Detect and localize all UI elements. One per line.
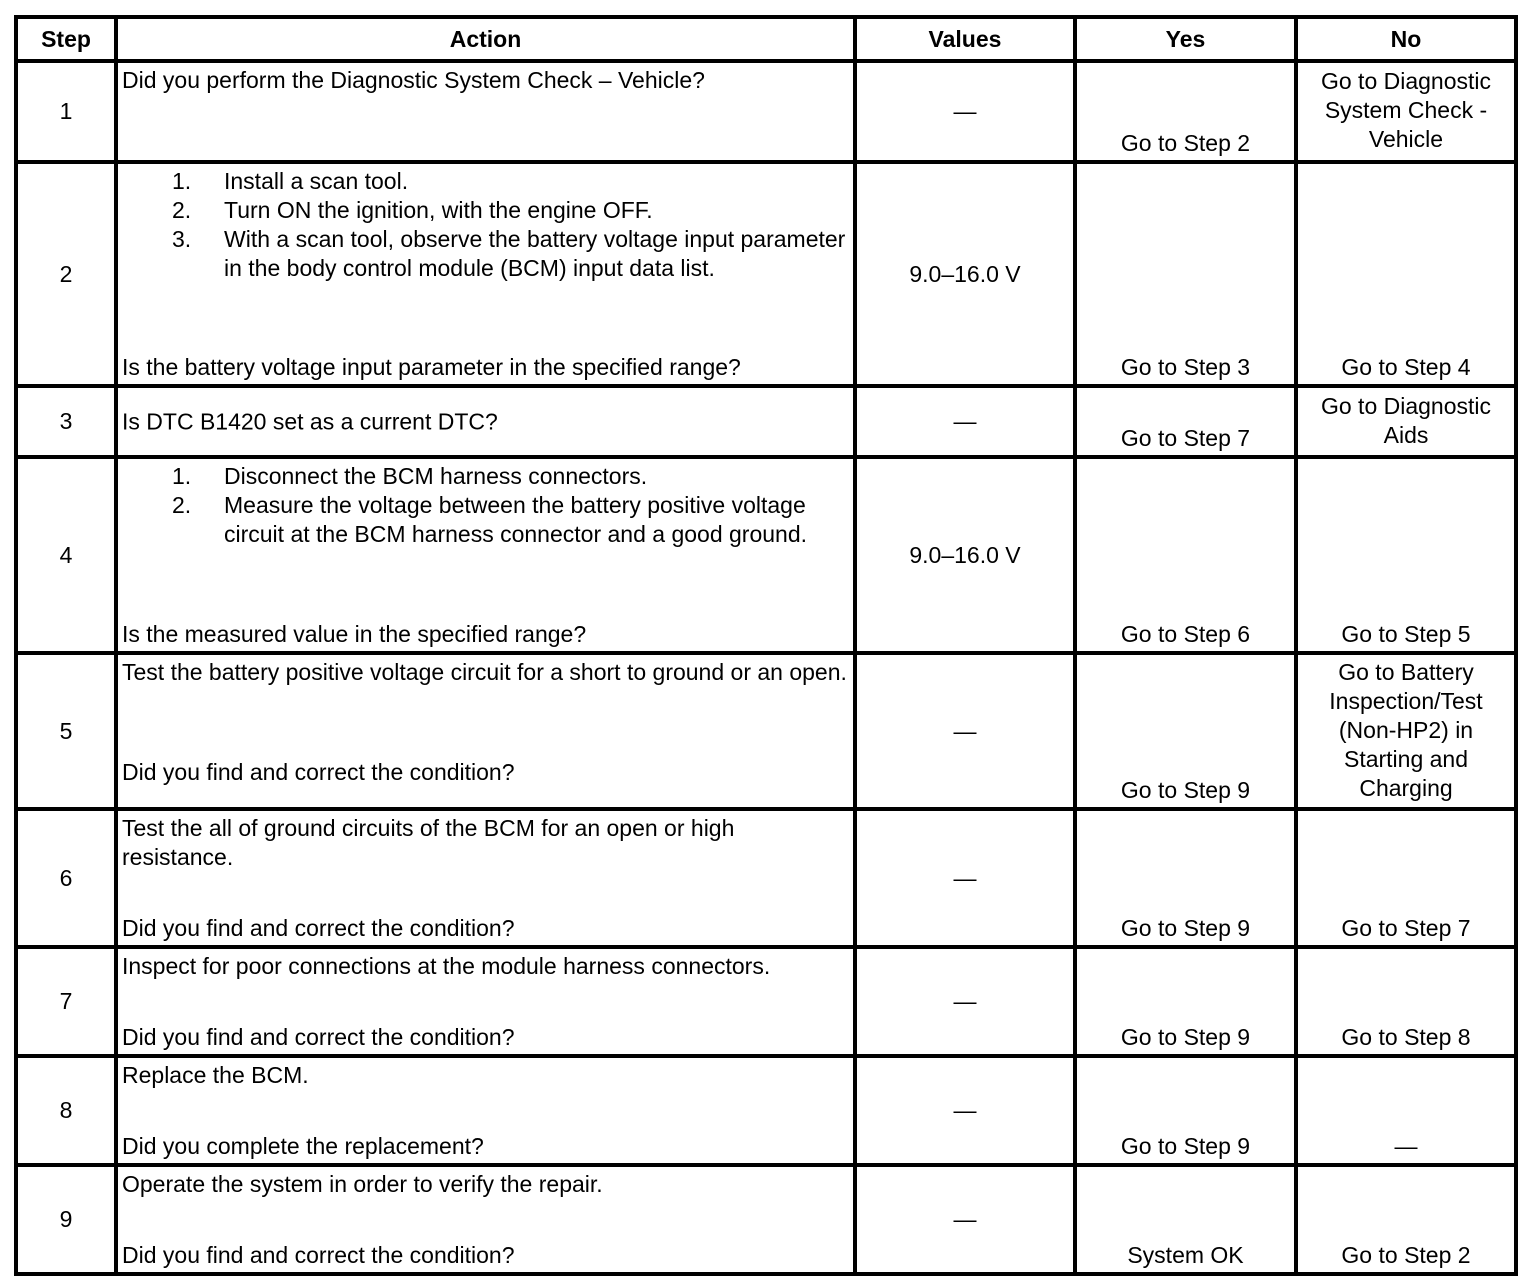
table-row <box>16 162 1516 386</box>
action-question: Did you find and correct the condition? <box>122 915 515 941</box>
action-cell <box>116 809 855 947</box>
table-row <box>16 386 1516 457</box>
no-cell: Go to Step 7 <box>1296 809 1516 947</box>
header-values: Values <box>855 17 1075 61</box>
no-cell: Go to Diagnostic Aids <box>1296 386 1516 457</box>
action-question: Is the measured value in the specified range? <box>122 621 587 647</box>
header-step: Step <box>16 17 116 61</box>
no-cell: Go to Step 8 <box>1296 947 1516 1056</box>
step-number: 7 <box>16 947 116 1056</box>
action-question: Did you complete the replacement? <box>122 1133 484 1159</box>
action-cell <box>116 457 855 653</box>
values-cell: — <box>855 1056 1075 1165</box>
values-cell: — <box>855 809 1075 947</box>
list-item: 1. Disconnect the BCM harness connectors. <box>172 463 648 489</box>
action-list <box>122 167 849 283</box>
step-number: 9 <box>16 1165 116 1274</box>
action-question: Did you find and correct the condition? <box>122 1242 515 1268</box>
header-no: No <box>1296 17 1516 61</box>
values-cell: — <box>855 947 1075 1056</box>
yes-cell: Go to Step 2 <box>1075 61 1296 162</box>
table-row <box>16 1056 1516 1165</box>
values-cell: — <box>855 386 1075 457</box>
action-list <box>122 462 849 549</box>
action-text: Test the all of ground circuits of the BCM for an open or high resistance. <box>122 815 735 870</box>
list-item: 2. Measure the voltage between the battery positive voltage circuit at the BCM harness connector and a good ground. <box>172 492 808 547</box>
values-cell: 9.0–16.0 V <box>855 162 1075 386</box>
action-cell <box>116 61 855 162</box>
yes-cell: Go to Step 7 <box>1075 386 1296 457</box>
action-cell <box>116 653 855 809</box>
table-row <box>16 947 1516 1056</box>
action-cell <box>116 386 855 457</box>
action-text: Inspect for poor connections at the module harness connectors. <box>122 953 771 979</box>
action-cell <box>116 1056 855 1165</box>
step-number: 3 <box>16 386 116 457</box>
values-cell: 9.0–16.0 V <box>855 457 1075 653</box>
action-text: Operate the system in order to verify the repair. <box>122 1171 603 1197</box>
action-text: Replace the BCM. <box>122 1062 309 1088</box>
list-item: 2. Turn ON the ignition, with the engine OFF. <box>172 197 653 223</box>
values-cell: — <box>855 61 1075 162</box>
table-row <box>16 1165 1516 1274</box>
no-cell: — <box>1296 1056 1516 1165</box>
no-cell: Go to Step 2 <box>1296 1165 1516 1274</box>
action-question: Did you find and correct the condition? <box>122 1024 515 1050</box>
action-text: Test the battery positive voltage circuit for a short to ground or an open. <box>122 659 847 685</box>
step-number: 8 <box>16 1056 116 1165</box>
action-cell <box>116 162 855 386</box>
table-row <box>16 457 1516 653</box>
yes-cell: Go to Step 9 <box>1075 809 1296 947</box>
action-cell <box>116 1165 855 1274</box>
step-number: 1 <box>16 61 116 162</box>
no-cell: Go to Step 4 <box>1296 162 1516 386</box>
list-item: 1. Install a scan tool. <box>172 168 409 194</box>
yes-cell: Go to Step 9 <box>1075 1056 1296 1165</box>
values-cell: — <box>855 1165 1075 1274</box>
header-yes: Yes <box>1075 17 1296 61</box>
no-cell: Go to Step 5 <box>1296 457 1516 653</box>
action-text: Is DTC B1420 set as a current DTC? <box>122 408 498 435</box>
table-row <box>16 653 1516 809</box>
values-cell: — <box>855 653 1075 809</box>
step-number: 2 <box>16 162 116 386</box>
yes-cell: Go to Step 9 <box>1075 947 1296 1056</box>
action-question: Did you find and correct the condition? <box>122 759 515 785</box>
step-number: 4 <box>16 457 116 653</box>
yes-cell: Go to Step 6 <box>1075 457 1296 653</box>
diagnostic-table <box>14 15 1518 1276</box>
step-number: 5 <box>16 653 116 809</box>
no-cell: Go to Diagnostic System Check - Vehicle <box>1296 61 1516 162</box>
list-item: 3. With a scan tool, observe the battery voltage input parameter in the body control module (BCM) input data list. <box>172 226 846 281</box>
header-action: Action <box>116 17 855 61</box>
action-text: Did you perform the Diagnostic System Check – Vehicle? <box>122 67 705 93</box>
action-question: Is the battery voltage input parameter in the specified range? <box>122 354 741 380</box>
no-cell: Go to Battery Inspection/Test (Non-HP2) in Starting and Charging <box>1296 653 1516 809</box>
yes-cell: System OK <box>1075 1165 1296 1274</box>
action-cell <box>116 947 855 1056</box>
yes-cell: Go to Step 3 <box>1075 162 1296 386</box>
header-row <box>16 17 1516 61</box>
table-row <box>16 61 1516 162</box>
step-number: 6 <box>16 809 116 947</box>
yes-cell: Go to Step 9 <box>1075 653 1296 809</box>
table-row <box>16 809 1516 947</box>
